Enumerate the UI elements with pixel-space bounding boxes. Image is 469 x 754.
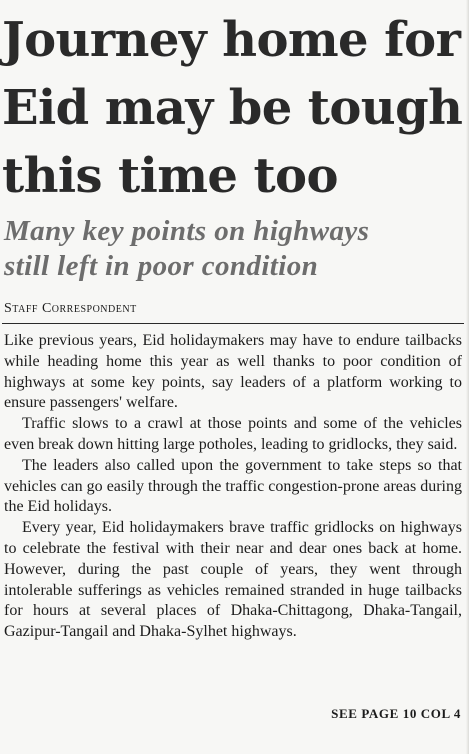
subheadline-line: Many key points on highways	[4, 215, 370, 247]
headline-line: this time too	[2, 148, 338, 204]
byline: Staff Correspondent	[4, 301, 137, 316]
subheadline	[4, 214, 464, 284]
headline-line: Eid may be tough	[2, 80, 463, 136]
continuation-note[interactable]: SEE PAGE 10 COL 4	[331, 706, 461, 721]
paragraph: The leaders also called upon the government to take steps so that vehicles can go easily through the traffic congestion-prone areas during the Eid holidays.	[4, 456, 462, 516]
byline-divider	[2, 323, 464, 324]
headline	[2, 6, 466, 210]
subheadline-line: still left in poor condition	[4, 250, 319, 282]
paragraph: Like previous years, Eid holidaymakers may have to endure tailbacks while heading home this year as well thanks to poor condition of highways at some key points, say leaders of a platform working to ensure passengers' welfare.	[4, 332, 462, 412]
headline-line: Journey home for	[2, 12, 461, 68]
article-body	[4, 331, 462, 643]
paragraph: Traffic slows to a crawl at those points and some of the vehicles even break down hitting large potholes, leading to gridlocks, they said.	[4, 415, 462, 453]
paragraph: Every year, Eid holidaymakers brave traffic gridlocks on highways to celebrate the festival with their near and dear ones back at home. However, during the past couple of years, they went through intolerable sufferings as vehicles remained stranded in huge tailbacks for hours at several places of Dhaka-Chittagong, Dhaka-Tangail, Gazipur-Tangail and Dhaka-Sylhet highways.	[4, 519, 462, 641]
